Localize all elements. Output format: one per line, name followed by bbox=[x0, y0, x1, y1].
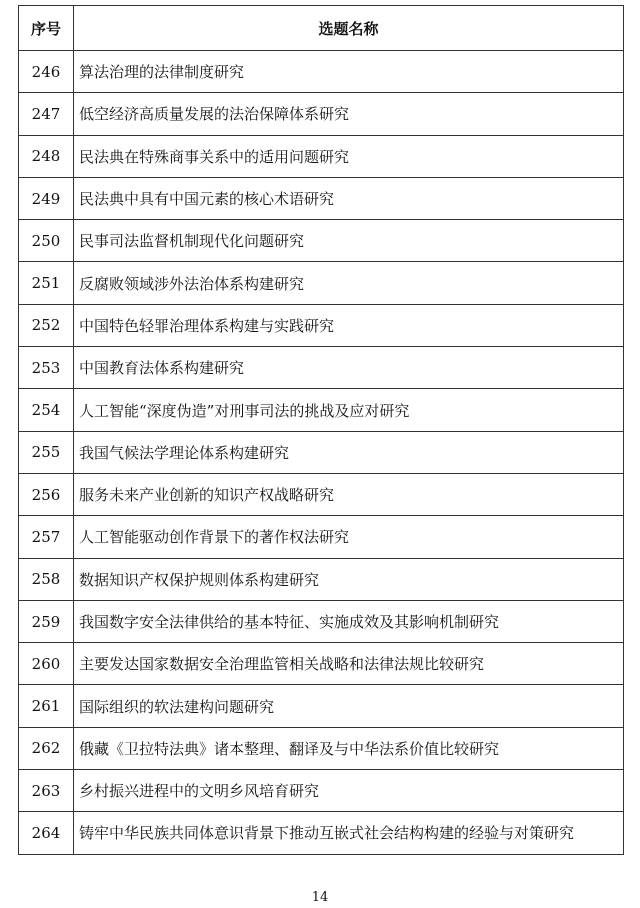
row-title: 主要发达国家数据安全治理监管相关战略和法律法规比较研究 bbox=[74, 643, 624, 685]
row-number: 261 bbox=[19, 685, 74, 727]
row-number: 260 bbox=[19, 643, 74, 685]
row-number: 262 bbox=[19, 727, 74, 769]
row-title: 我国气候法学理论体系构建研究 bbox=[74, 431, 624, 473]
table-row bbox=[19, 389, 624, 431]
row-title: 乡村振兴进程中的文明乡风培育研究 bbox=[74, 770, 624, 812]
row-title: 俄藏《卫拉特法典》诸本整理、翻译及与中华法系价值比较研究 bbox=[74, 727, 624, 769]
row-number: 247 bbox=[19, 93, 74, 135]
row-number: 251 bbox=[19, 262, 74, 304]
row-number: 255 bbox=[19, 431, 74, 473]
table-row bbox=[19, 770, 624, 812]
table-row bbox=[19, 473, 624, 515]
row-number: 254 bbox=[19, 389, 74, 431]
topics-table bbox=[18, 5, 624, 855]
row-title: 人工智能“深度伪造”对刑事司法的挑战及应对研究 bbox=[74, 389, 624, 431]
row-title: 铸牢中华民族共同体意识背景下推动互嵌式社会结构构建的经验与对策研究 bbox=[74, 812, 624, 854]
table-row bbox=[19, 600, 624, 642]
table-row bbox=[19, 93, 624, 135]
row-number: 263 bbox=[19, 770, 74, 812]
row-number: 249 bbox=[19, 177, 74, 219]
row-title: 数据知识产权保护规则体系构建研究 bbox=[74, 558, 624, 600]
row-number: 259 bbox=[19, 600, 74, 642]
page-number: 14 bbox=[311, 890, 329, 905]
table-row bbox=[19, 558, 624, 600]
row-number: 252 bbox=[19, 304, 74, 346]
table-row bbox=[19, 727, 624, 769]
row-number: 246 bbox=[19, 51, 74, 93]
table-row bbox=[19, 347, 624, 389]
row-number: 256 bbox=[19, 473, 74, 515]
row-number: 258 bbox=[19, 558, 74, 600]
row-title: 中国教育法体系构建研究 bbox=[74, 347, 624, 389]
row-number: 248 bbox=[19, 135, 74, 177]
row-title: 服务未来产业创新的知识产权战略研究 bbox=[74, 473, 624, 515]
table-header-row bbox=[19, 6, 624, 51]
table-row bbox=[19, 262, 624, 304]
table-row bbox=[19, 643, 624, 685]
header-title: 选题名称 bbox=[74, 6, 624, 51]
row-title: 算法治理的法律制度研究 bbox=[74, 51, 624, 93]
row-number: 264 bbox=[19, 812, 74, 854]
table-row bbox=[19, 135, 624, 177]
row-number: 257 bbox=[19, 516, 74, 558]
row-title: 人工智能驱动创作背景下的著作权法研究 bbox=[74, 516, 624, 558]
table-row bbox=[19, 685, 624, 727]
row-title: 民法典在特殊商事关系中的适用问题研究 bbox=[74, 135, 624, 177]
table-row bbox=[19, 177, 624, 219]
table-row bbox=[19, 516, 624, 558]
row-number: 250 bbox=[19, 220, 74, 262]
row-number: 253 bbox=[19, 347, 74, 389]
row-title: 低空经济高质量发展的法治保障体系研究 bbox=[74, 93, 624, 135]
row-title: 民法典中具有中国元素的核心术语研究 bbox=[74, 177, 624, 219]
row-title: 我国数字安全法律供给的基本特征、实施成效及其影响机制研究 bbox=[74, 600, 624, 642]
row-title: 民事司法监督机制现代化问题研究 bbox=[74, 220, 624, 262]
table-body bbox=[19, 51, 624, 855]
row-title: 反腐败领域涉外法治体系构建研究 bbox=[74, 262, 624, 304]
table-row bbox=[19, 220, 624, 262]
header-number: 序号 bbox=[19, 6, 74, 51]
table-row bbox=[19, 431, 624, 473]
table-row bbox=[19, 304, 624, 346]
table-row bbox=[19, 51, 624, 93]
row-title: 中国特色轻罪治理体系构建与实践研究 bbox=[74, 304, 624, 346]
table-row bbox=[19, 812, 624, 854]
row-title: 国际组织的软法建构问题研究 bbox=[74, 685, 624, 727]
